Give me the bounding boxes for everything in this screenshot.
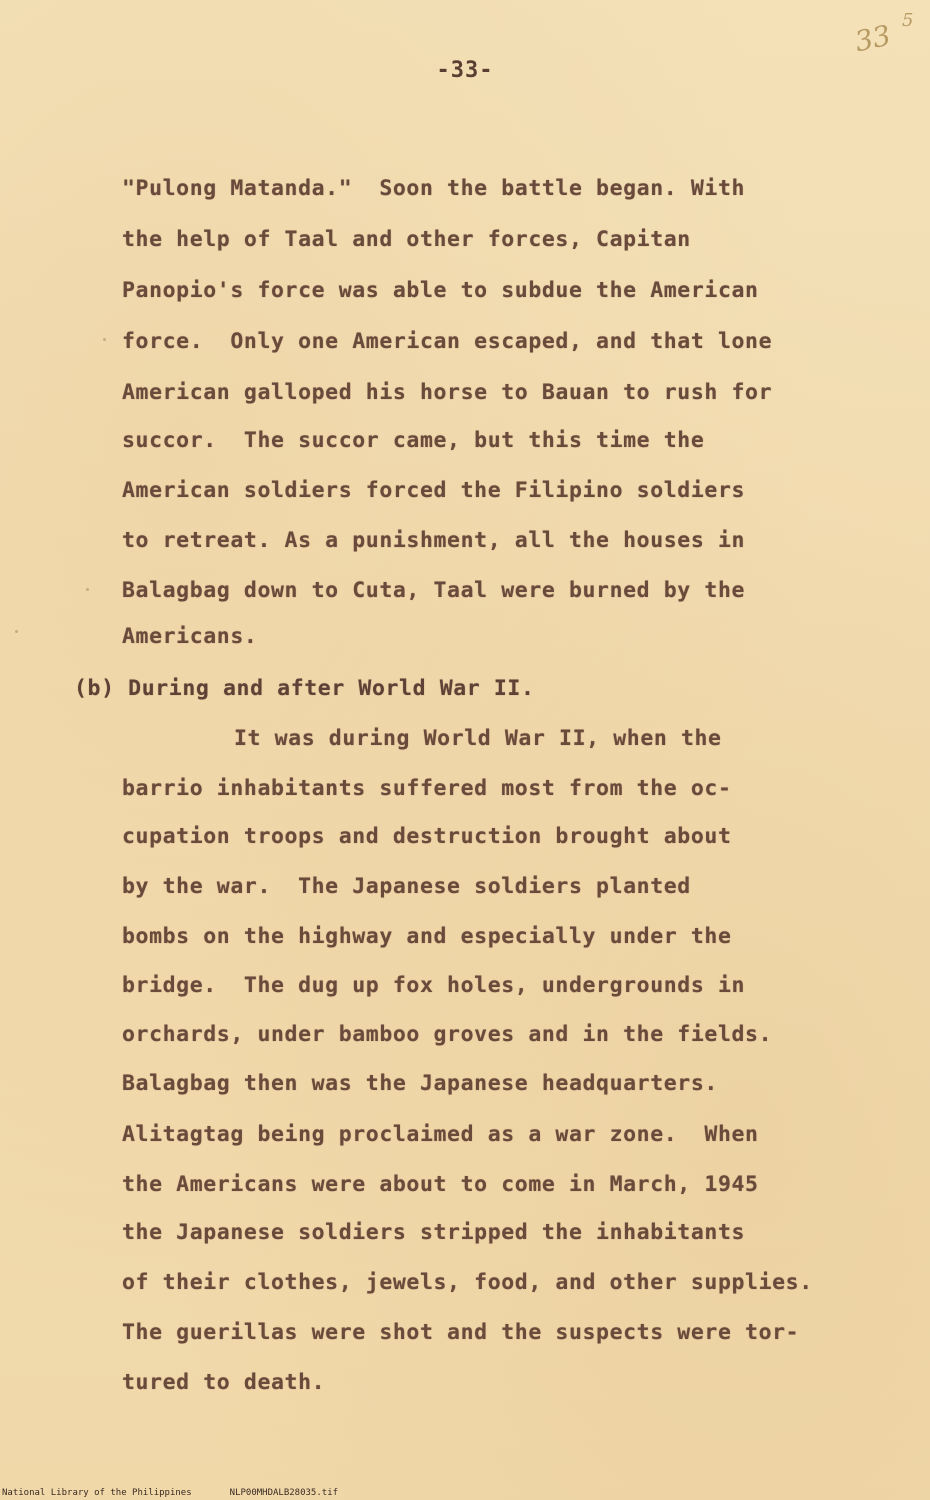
body-line: Balagbag down to Cuta, Taal were burned by the — [122, 578, 746, 603]
body-line: Balagbag then was the Japanese headquarters. — [122, 1071, 718, 1096]
body-line: "Pulong Matanda." Soon the battle began. With — [122, 176, 746, 201]
body-line: by the war. The Japanese soldiers planted — [122, 874, 691, 899]
body-line: Alitagtag being proclaimed as a war zone. When — [122, 1122, 759, 1147]
body-line: succor. The succor came, but this time the — [122, 428, 705, 453]
scan-footer — [0, 1488, 930, 1498]
paper-speck — [15, 630, 18, 633]
body-line: barrio inhabitants suffered most from the oc- — [122, 776, 732, 801]
body-line: of their clothes, jewels, food, and other supplies. — [122, 1270, 813, 1295]
body-line: Americans. — [122, 624, 258, 649]
body-line: orchards, under bamboo groves and in the fields. — [122, 1022, 773, 1047]
body-line: The guerillas were shot and the suspects were tor- — [122, 1320, 800, 1345]
paper-speck — [103, 338, 106, 341]
body-line: to retreat. As a punishment, all the houses in — [122, 528, 746, 553]
paper-speck — [86, 588, 89, 591]
page-number: -33- — [436, 58, 494, 83]
body-line: cupation troops and destruction brought about — [122, 824, 732, 849]
body-line: bridge. The dug up fox holes, undergrounds in — [122, 973, 746, 998]
body-line: the Americans were about to come in March, 1945 — [122, 1172, 759, 1197]
section-heading: (b) During and after World War II. — [74, 676, 535, 701]
body-line: It was during World War II, when the — [234, 726, 722, 751]
body-line: the help of Taal and other forces, Capitan — [122, 227, 691, 252]
body-line: American galloped his horse to Bauan to rush for — [122, 380, 773, 405]
footer-institution: National Library of the Philippines — [2, 1488, 192, 1498]
handwritten-mark: 5 — [902, 10, 914, 31]
body-line: tured to death. — [122, 1370, 326, 1395]
footer-filename: NLP00MHDALB28035.tif — [229, 1488, 339, 1498]
body-line: bombs on the highway and especially under the — [122, 924, 732, 949]
body-line: the Japanese soldiers stripped the inhabitants — [122, 1220, 746, 1245]
body-line: Panopio's force was able to subdue the American — [122, 278, 759, 303]
body-line: force. Only one American escaped, and that lone — [122, 329, 773, 354]
body-line: American soldiers forced the Filipino soldiers — [122, 478, 746, 503]
handwritten-page-number: 33 — [851, 18, 894, 59]
